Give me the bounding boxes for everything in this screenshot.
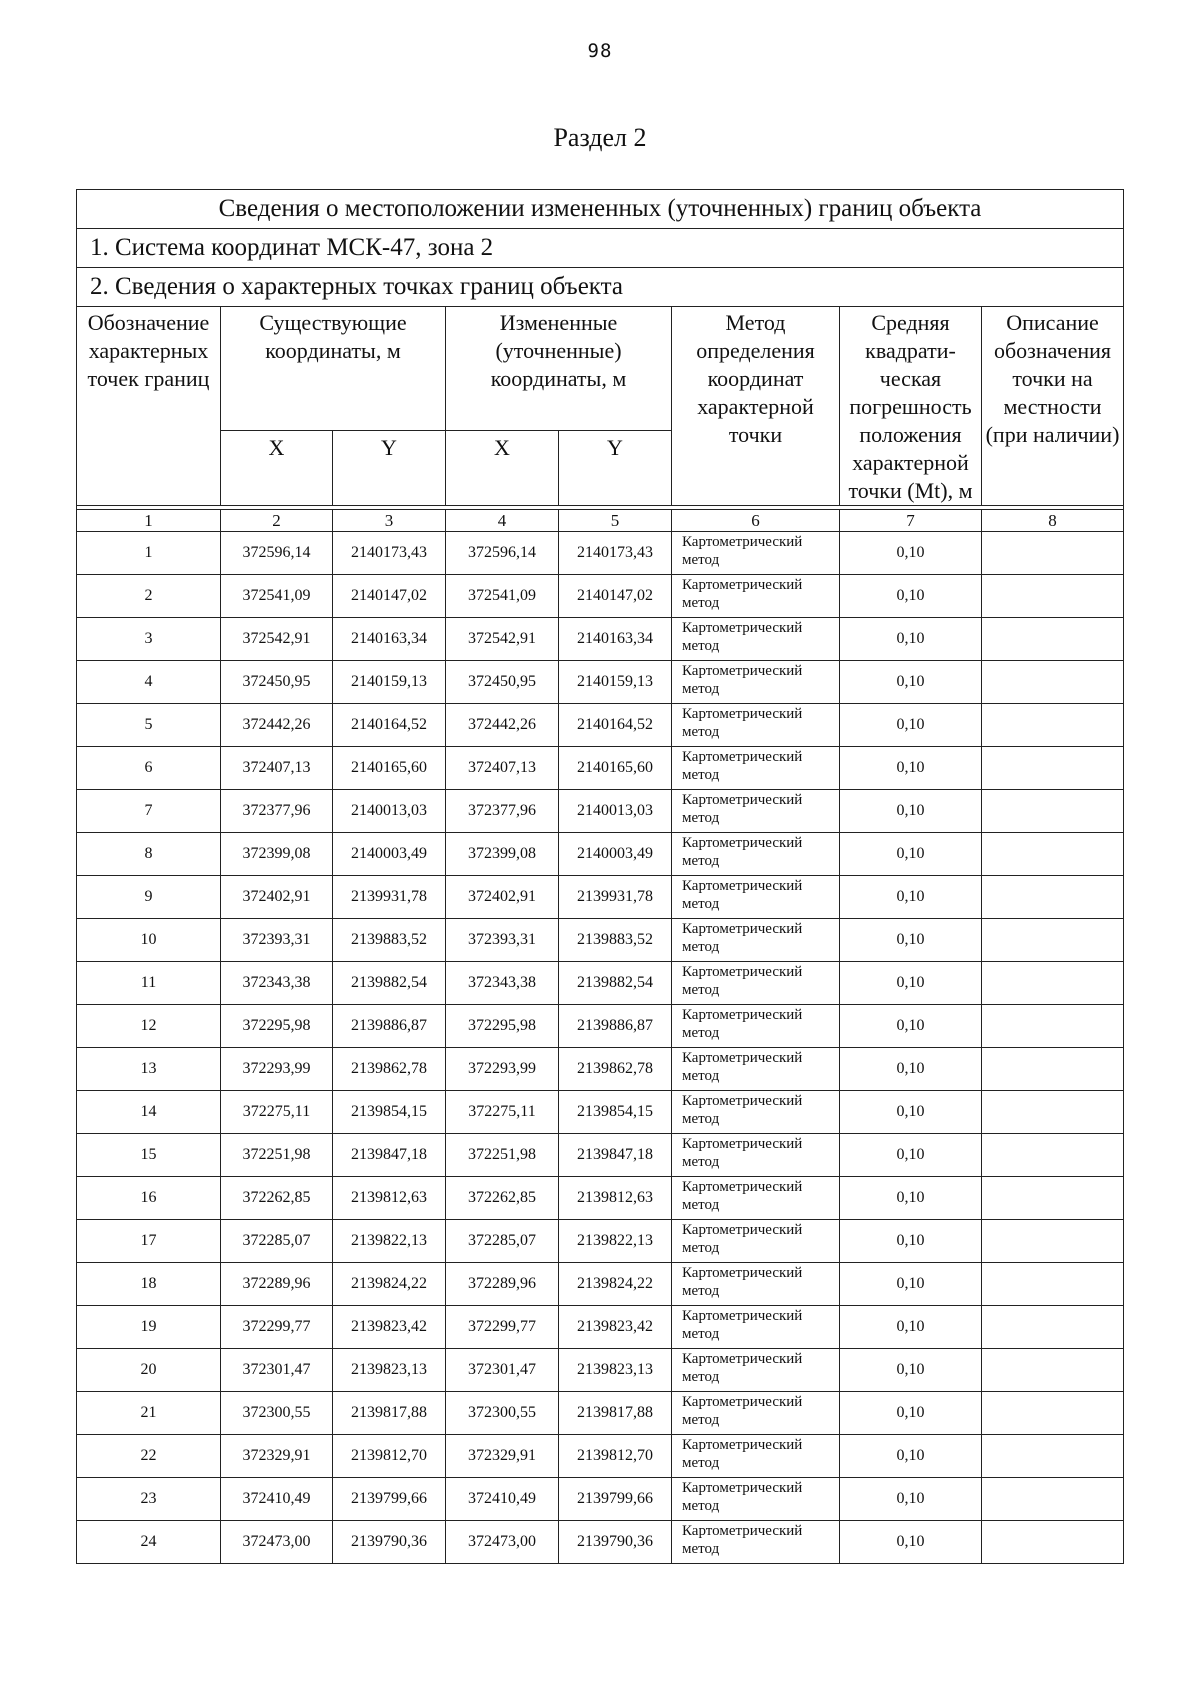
existing-x-cell: 372402,91 <box>221 876 333 919</box>
method-cell: Картометрический метод <box>672 833 840 876</box>
error-cell: 0,10 <box>840 618 982 661</box>
changed-y-cell: 2139790,36 <box>559 1521 672 1564</box>
table-row <box>77 661 1124 704</box>
existing-y-cell: 2139824,22 <box>333 1263 446 1306</box>
header-error: Средняя квадрати-ческая погрешность положения характерной точки (Mt), м <box>840 307 982 506</box>
existing-y-cell: 2139799,66 <box>333 1478 446 1521</box>
method-cell: Картометрический метод <box>672 1177 840 1220</box>
header-existing: Существующие координаты, м <box>221 307 446 431</box>
changed-x-cell: 372285,07 <box>446 1220 559 1263</box>
changed-x-cell: 372393,31 <box>446 919 559 962</box>
header-changed-y: Y <box>559 431 672 506</box>
existing-y-cell: 2139822,13 <box>333 1220 446 1263</box>
header-designation: Обозначение характерных точек границ <box>77 307 221 506</box>
changed-y-cell: 2139812,63 <box>559 1177 672 1220</box>
method-cell: Картометрический метод <box>672 962 840 1005</box>
page-number: 98 <box>587 40 613 62</box>
existing-x-cell: 372442,26 <box>221 704 333 747</box>
description-cell <box>982 1177 1124 1220</box>
changed-y-cell: 2139817,88 <box>559 1392 672 1435</box>
changed-x-cell: 372343,38 <box>446 962 559 1005</box>
table-row <box>77 919 1124 962</box>
description-cell <box>982 790 1124 833</box>
method-cell: Картометрический метод <box>672 1134 840 1177</box>
point-number-cell: 14 <box>77 1091 221 1134</box>
table-row <box>77 1521 1124 1564</box>
method-cell: Картометрический метод <box>672 876 840 919</box>
section-title: Раздел 2 <box>553 123 647 152</box>
description-cell <box>982 876 1124 919</box>
changed-y-cell: 2139882,54 <box>559 962 672 1005</box>
changed-x-cell: 372275,11 <box>446 1091 559 1134</box>
changed-y-cell: 2140164,52 <box>559 704 672 747</box>
point-number-cell: 21 <box>77 1392 221 1435</box>
error-cell: 0,10 <box>840 1220 982 1263</box>
description-cell <box>982 1435 1124 1478</box>
column-number: 6 <box>672 510 840 532</box>
point-number-cell: 16 <box>77 1177 221 1220</box>
description-cell <box>982 1134 1124 1177</box>
changed-y-cell: 2139847,18 <box>559 1134 672 1177</box>
table-row <box>77 1263 1124 1306</box>
existing-x-cell: 372329,91 <box>221 1435 333 1478</box>
existing-y-cell: 2140165,60 <box>333 747 446 790</box>
existing-y-cell: 2139882,54 <box>333 962 446 1005</box>
description-cell <box>982 1220 1124 1263</box>
error-cell: 0,10 <box>840 575 982 618</box>
existing-x-cell: 372301,47 <box>221 1349 333 1392</box>
existing-x-cell: 372285,07 <box>221 1220 333 1263</box>
existing-y-cell: 2140163,34 <box>333 618 446 661</box>
method-cell: Картометрический метод <box>672 661 840 704</box>
error-cell: 0,10 <box>840 661 982 704</box>
table-row <box>77 962 1124 1005</box>
existing-y-cell: 2139812,70 <box>333 1435 446 1478</box>
existing-x-cell: 372299,77 <box>221 1306 333 1349</box>
changed-x-cell: 372473,00 <box>446 1521 559 1564</box>
changed-x-cell: 372295,98 <box>446 1005 559 1048</box>
changed-x-cell: 372402,91 <box>446 876 559 919</box>
method-cell: Картометрический метод <box>672 790 840 833</box>
existing-y-cell: 2140003,49 <box>333 833 446 876</box>
method-cell: Картометрический метод <box>672 618 840 661</box>
point-number-cell: 15 <box>77 1134 221 1177</box>
existing-x-cell: 372450,95 <box>221 661 333 704</box>
error-cell: 0,10 <box>840 1263 982 1306</box>
table-title-row <box>77 190 1124 229</box>
error-cell: 0,10 <box>840 1435 982 1478</box>
changed-x-cell: 372377,96 <box>446 790 559 833</box>
points-info-row <box>77 268 1124 307</box>
header-existing-y: Y <box>333 431 446 506</box>
method-cell: Картометрический метод <box>672 1005 840 1048</box>
method-cell: Картометрический метод <box>672 1435 840 1478</box>
method-cell: Картометрический метод <box>672 1091 840 1134</box>
changed-x-cell: 372251,98 <box>446 1134 559 1177</box>
table-row <box>77 747 1124 790</box>
table-row <box>77 1220 1124 1263</box>
error-cell: 0,10 <box>840 704 982 747</box>
description-cell <box>982 1005 1124 1048</box>
header-existing-x: X <box>221 431 333 506</box>
error-cell: 0,10 <box>840 1134 982 1177</box>
existing-y-cell: 2139886,87 <box>333 1005 446 1048</box>
changed-y-cell: 2140173,43 <box>559 532 672 575</box>
column-number: 7 <box>840 510 982 532</box>
description-cell <box>982 1306 1124 1349</box>
existing-y-cell: 2139817,88 <box>333 1392 446 1435</box>
existing-x-cell: 372275,11 <box>221 1091 333 1134</box>
changed-y-cell: 2139931,78 <box>559 876 672 919</box>
error-cell: 0,10 <box>840 1392 982 1435</box>
method-cell: Картометрический метод <box>672 575 840 618</box>
point-number-cell: 10 <box>77 919 221 962</box>
existing-x-cell: 372377,96 <box>221 790 333 833</box>
changed-y-cell: 2139886,87 <box>559 1005 672 1048</box>
point-number-cell: 18 <box>77 1263 221 1306</box>
changed-y-cell: 2139822,13 <box>559 1220 672 1263</box>
changed-y-cell: 2139799,66 <box>559 1478 672 1521</box>
data-rows <box>77 532 1124 1564</box>
error-cell: 0,10 <box>840 1005 982 1048</box>
point-number-cell: 3 <box>77 618 221 661</box>
description-cell <box>982 618 1124 661</box>
table-title: Сведения о местоположении измененных (уточненных) границ объекта <box>77 190 1124 229</box>
changed-y-cell: 2140163,34 <box>559 618 672 661</box>
existing-x-cell: 372295,98 <box>221 1005 333 1048</box>
changed-x-cell: 372293,99 <box>446 1048 559 1091</box>
existing-y-cell: 2139862,78 <box>333 1048 446 1091</box>
description-cell <box>982 661 1124 704</box>
error-cell: 0,10 <box>840 833 982 876</box>
point-number-cell: 2 <box>77 575 221 618</box>
point-number-cell: 19 <box>77 1306 221 1349</box>
error-cell: 0,10 <box>840 532 982 575</box>
column-number: 4 <box>446 510 559 532</box>
coordinates-table <box>76 189 1124 1564</box>
error-cell: 0,10 <box>840 1349 982 1392</box>
existing-y-cell: 2139854,15 <box>333 1091 446 1134</box>
header-row <box>77 307 1124 431</box>
method-cell: Картометрический метод <box>672 1521 840 1564</box>
changed-y-cell: 2139862,78 <box>559 1048 672 1091</box>
changed-x-cell: 372289,96 <box>446 1263 559 1306</box>
error-cell: 0,10 <box>840 747 982 790</box>
description-cell <box>982 575 1124 618</box>
coord-system-label: 1. Система координат МСК-47, зона 2 <box>77 229 1124 268</box>
method-cell: Картометрический метод <box>672 1349 840 1392</box>
table-row <box>77 575 1124 618</box>
existing-x-cell: 372262,85 <box>221 1177 333 1220</box>
error-cell: 0,10 <box>840 1177 982 1220</box>
existing-x-cell: 372596,14 <box>221 532 333 575</box>
error-cell: 0,10 <box>840 919 982 962</box>
description-cell <box>982 704 1124 747</box>
point-number-cell: 7 <box>77 790 221 833</box>
table-row <box>77 876 1124 919</box>
error-cell: 0,10 <box>840 1091 982 1134</box>
method-cell: Картометрический метод <box>672 1392 840 1435</box>
header-changed-x: X <box>446 431 559 506</box>
existing-y-cell: 2139790,36 <box>333 1521 446 1564</box>
method-cell: Картометрический метод <box>672 532 840 575</box>
method-cell: Картометрический метод <box>672 1220 840 1263</box>
changed-y-cell: 2139824,22 <box>559 1263 672 1306</box>
changed-x-cell: 372410,49 <box>446 1478 559 1521</box>
description-cell <box>982 1521 1124 1564</box>
method-cell: Картометрический метод <box>672 704 840 747</box>
existing-y-cell: 2140159,13 <box>333 661 446 704</box>
changed-y-cell: 2140159,13 <box>559 661 672 704</box>
method-cell: Картометрический метод <box>672 747 840 790</box>
changed-x-cell: 372596,14 <box>446 532 559 575</box>
error-cell: 0,10 <box>840 962 982 1005</box>
error-cell: 0,10 <box>840 790 982 833</box>
table-row <box>77 1478 1124 1521</box>
changed-x-cell: 372262,85 <box>446 1177 559 1220</box>
description-cell <box>982 962 1124 1005</box>
changed-x-cell: 372442,26 <box>446 704 559 747</box>
column-number: 5 <box>559 510 672 532</box>
changed-y-cell: 2139823,42 <box>559 1306 672 1349</box>
table-row <box>77 833 1124 876</box>
point-number-cell: 24 <box>77 1521 221 1564</box>
table-row <box>77 1048 1124 1091</box>
error-cell: 0,10 <box>840 876 982 919</box>
table-row <box>77 1349 1124 1392</box>
table-row <box>77 1091 1124 1134</box>
changed-x-cell: 372299,77 <box>446 1306 559 1349</box>
changed-x-cell: 372329,91 <box>446 1435 559 1478</box>
table-row <box>77 1306 1124 1349</box>
existing-x-cell: 372410,49 <box>221 1478 333 1521</box>
method-cell: Картометрический метод <box>672 1478 840 1521</box>
column-number-row <box>77 510 1124 532</box>
description-cell <box>982 1263 1124 1306</box>
changed-y-cell: 2140013,03 <box>559 790 672 833</box>
existing-x-cell: 372289,96 <box>221 1263 333 1306</box>
column-number: 2 <box>221 510 333 532</box>
existing-x-cell: 372300,55 <box>221 1392 333 1435</box>
error-cell: 0,10 <box>840 1521 982 1564</box>
existing-x-cell: 372407,13 <box>221 747 333 790</box>
point-number-cell: 1 <box>77 532 221 575</box>
point-number-cell: 13 <box>77 1048 221 1091</box>
existing-x-cell: 372393,31 <box>221 919 333 962</box>
error-cell: 0,10 <box>840 1478 982 1521</box>
existing-x-cell: 372343,38 <box>221 962 333 1005</box>
method-cell: Картометрический метод <box>672 1306 840 1349</box>
method-cell: Картометрический метод <box>672 919 840 962</box>
description-cell <box>982 532 1124 575</box>
error-cell: 0,10 <box>840 1306 982 1349</box>
changed-x-cell: 372399,08 <box>446 833 559 876</box>
description-cell <box>982 1091 1124 1134</box>
changed-x-cell: 372300,55 <box>446 1392 559 1435</box>
changed-x-cell: 372541,09 <box>446 575 559 618</box>
existing-y-cell: 2139812,63 <box>333 1177 446 1220</box>
point-number-cell: 20 <box>77 1349 221 1392</box>
description-cell <box>982 747 1124 790</box>
table-row <box>77 790 1124 833</box>
point-number-cell: 12 <box>77 1005 221 1048</box>
point-number-cell: 11 <box>77 962 221 1005</box>
table-row <box>77 1435 1124 1478</box>
changed-y-cell: 2140165,60 <box>559 747 672 790</box>
points-info-label: 2. Сведения о характерных точках границ объекта <box>77 268 1124 307</box>
error-cell: 0,10 <box>840 1048 982 1091</box>
existing-x-cell: 372399,08 <box>221 833 333 876</box>
existing-y-cell: 2139823,42 <box>333 1306 446 1349</box>
table-row <box>77 1177 1124 1220</box>
header-description: Описание обозначения точки на местности (при наличии) <box>982 307 1124 506</box>
point-number-cell: 23 <box>77 1478 221 1521</box>
existing-x-cell: 372541,09 <box>221 575 333 618</box>
header-changed: Измененные (уточненные) координаты, м <box>446 307 672 431</box>
description-cell <box>982 833 1124 876</box>
point-number-cell: 22 <box>77 1435 221 1478</box>
changed-y-cell: 2139823,13 <box>559 1349 672 1392</box>
changed-x-cell: 372301,47 <box>446 1349 559 1392</box>
header-method: Метод определения координат характерной точки <box>672 307 840 506</box>
table-row <box>77 704 1124 747</box>
point-number-cell: 5 <box>77 704 221 747</box>
existing-y-cell: 2140147,02 <box>333 575 446 618</box>
existing-y-cell: 2140173,43 <box>333 532 446 575</box>
method-cell: Картометрический метод <box>672 1048 840 1091</box>
changed-x-cell: 372450,95 <box>446 661 559 704</box>
column-number: 1 <box>77 510 221 532</box>
column-number: 8 <box>982 510 1124 532</box>
existing-y-cell: 2140164,52 <box>333 704 446 747</box>
changed-y-cell: 2140003,49 <box>559 833 672 876</box>
table-row <box>77 532 1124 575</box>
description-cell <box>982 919 1124 962</box>
changed-y-cell: 2139854,15 <box>559 1091 672 1134</box>
point-number-cell: 4 <box>77 661 221 704</box>
point-number-cell: 9 <box>77 876 221 919</box>
point-number-cell: 6 <box>77 747 221 790</box>
existing-x-cell: 372293,99 <box>221 1048 333 1091</box>
table-row <box>77 1134 1124 1177</box>
description-cell <box>982 1392 1124 1435</box>
column-number: 3 <box>333 510 446 532</box>
coord-system-row <box>77 229 1124 268</box>
existing-x-cell: 372542,91 <box>221 618 333 661</box>
table-row <box>77 1392 1124 1435</box>
table-row <box>77 1005 1124 1048</box>
point-number-cell: 17 <box>77 1220 221 1263</box>
existing-y-cell: 2140013,03 <box>333 790 446 833</box>
changed-y-cell: 2139812,70 <box>559 1435 672 1478</box>
existing-y-cell: 2139883,52 <box>333 919 446 962</box>
existing-x-cell: 372473,00 <box>221 1521 333 1564</box>
point-number-cell: 8 <box>77 833 221 876</box>
table-body <box>77 190 1124 532</box>
changed-x-cell: 372542,91 <box>446 618 559 661</box>
description-cell <box>982 1478 1124 1521</box>
description-cell <box>982 1048 1124 1091</box>
changed-x-cell: 372407,13 <box>446 747 559 790</box>
method-cell: Картометрический метод <box>672 1263 840 1306</box>
existing-y-cell: 2139931,78 <box>333 876 446 919</box>
existing-x-cell: 372251,98 <box>221 1134 333 1177</box>
existing-y-cell: 2139823,13 <box>333 1349 446 1392</box>
existing-y-cell: 2139847,18 <box>333 1134 446 1177</box>
table-row <box>77 618 1124 661</box>
changed-y-cell: 2140147,02 <box>559 575 672 618</box>
changed-y-cell: 2139883,52 <box>559 919 672 962</box>
description-cell <box>982 1349 1124 1392</box>
